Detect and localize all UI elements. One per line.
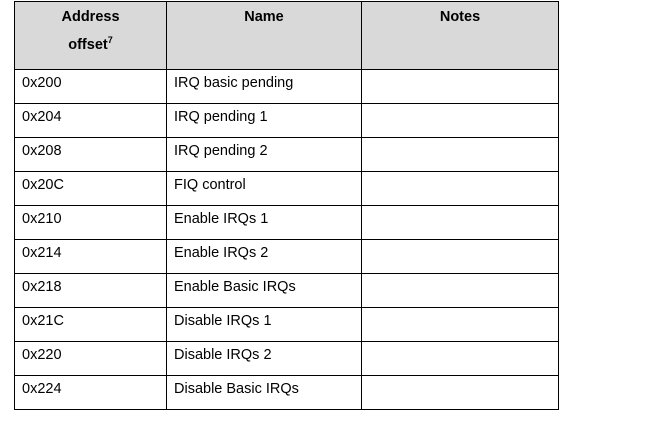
cell-notes: [362, 104, 559, 138]
table-row: [15, 342, 559, 376]
footnote-marker: 7: [107, 35, 113, 45]
cell-name: IRQ pending 2: [167, 138, 362, 172]
cell-notes: [362, 342, 559, 376]
cell-name: IRQ basic pending: [167, 70, 362, 104]
header-address-line2: [15, 31, 166, 59]
cell-notes: [362, 240, 559, 274]
cell-notes: [362, 172, 559, 206]
cell-notes: [362, 376, 559, 410]
header-offset-text: offset: [68, 37, 108, 53]
cell-name: IRQ pending 1: [167, 104, 362, 138]
cell-notes: [362, 308, 559, 342]
cell-address: 0x20C: [15, 172, 167, 206]
cell-name: Enable IRQs 1: [167, 206, 362, 240]
cell-address: 0x210: [15, 206, 167, 240]
cell-address: 0x220: [15, 342, 167, 376]
cell-notes: [362, 70, 559, 104]
header-address-offset: [15, 2, 167, 70]
cell-address: 0x200: [15, 70, 167, 104]
cell-address: 0x218: [15, 274, 167, 308]
table-row: [15, 308, 559, 342]
cell-address: 0x204: [15, 104, 167, 138]
header-address-line1: Address: [61, 9, 120, 25]
register-table: [14, 1, 559, 410]
table-header: [15, 2, 559, 70]
table-row: [15, 240, 559, 274]
table-row: [15, 376, 559, 410]
table-row: [15, 138, 559, 172]
header-row: [15, 2, 559, 70]
table-row: [15, 70, 559, 104]
cell-address: 0x208: [15, 138, 167, 172]
cell-address: 0x214: [15, 240, 167, 274]
table-row: [15, 206, 559, 240]
header-notes: Notes: [362, 2, 559, 70]
cell-name: Disable IRQs 1: [167, 308, 362, 342]
cell-address: 0x224: [15, 376, 167, 410]
cell-name: FIQ control: [167, 172, 362, 206]
cell-name: Disable Basic IRQs: [167, 376, 362, 410]
cell-notes: [362, 138, 559, 172]
cell-notes: [362, 206, 559, 240]
cell-name: Disable IRQs 2: [167, 342, 362, 376]
table-row: [15, 172, 559, 206]
header-name: Name: [167, 2, 362, 70]
cell-name: Enable IRQs 2: [167, 240, 362, 274]
table-row: [15, 274, 559, 308]
table-row: [15, 104, 559, 138]
cell-address: 0x21C: [15, 308, 167, 342]
cell-name: Enable Basic IRQs: [167, 274, 362, 308]
table-body: [15, 70, 559, 410]
cell-notes: [362, 274, 559, 308]
